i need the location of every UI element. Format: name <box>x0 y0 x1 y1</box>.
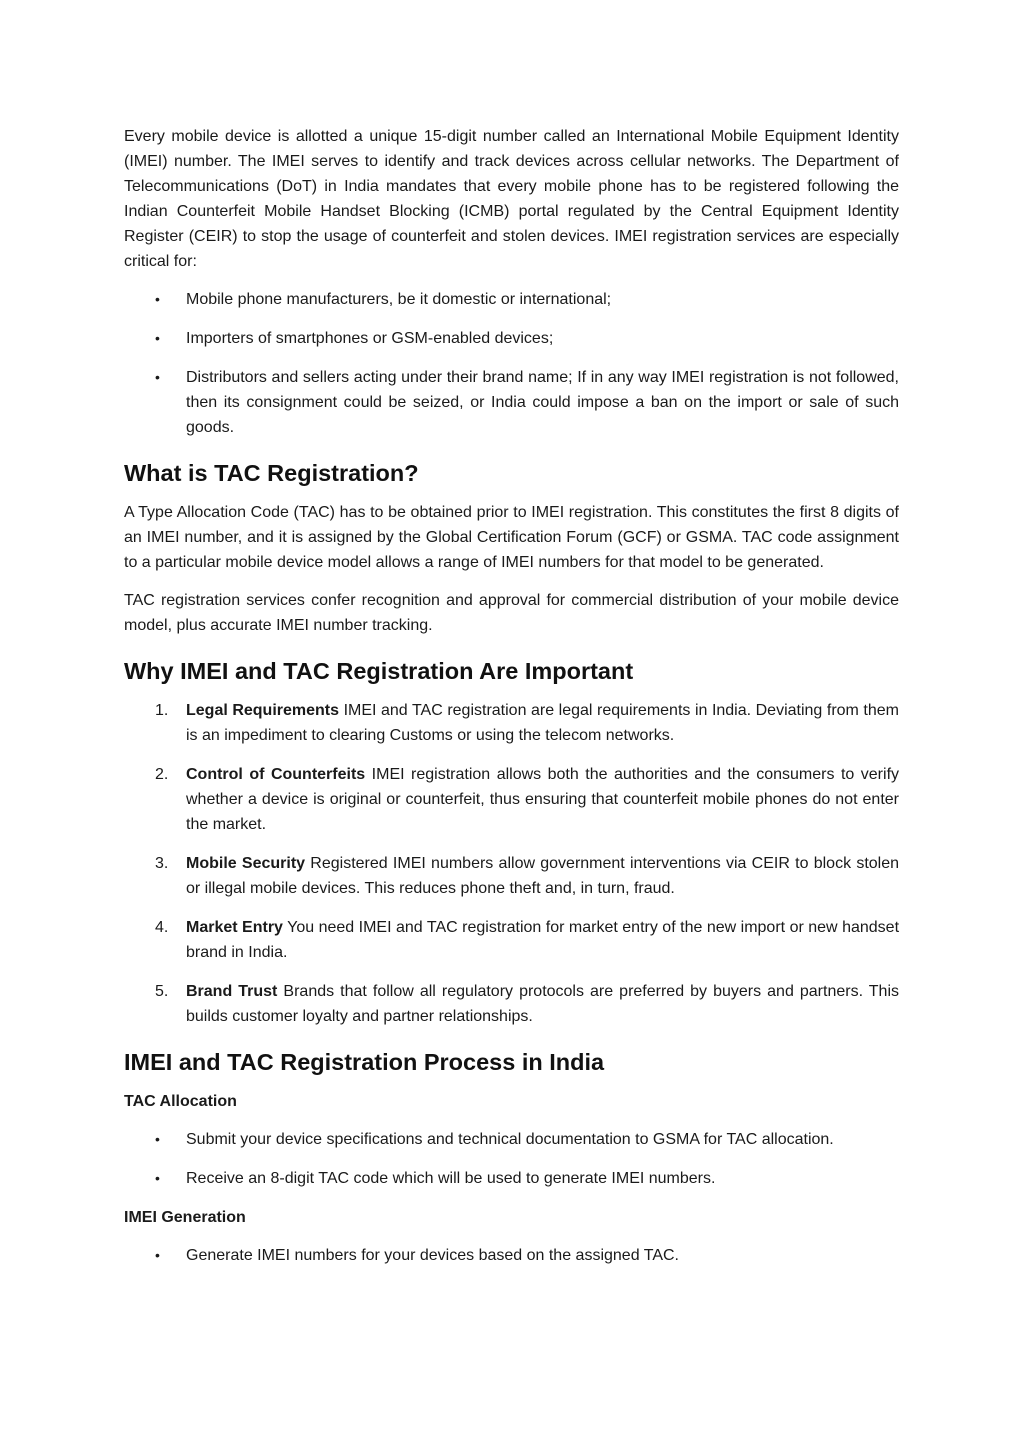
list-number: 3. <box>155 855 169 872</box>
process-heading: IMEI and TAC Registration Process in India <box>124 1049 605 1075</box>
bullet-icon: • <box>155 1170 160 1186</box>
list-item <box>124 365 899 440</box>
list-number: 5. <box>155 983 169 1000</box>
bullet-icon: • <box>155 1131 160 1147</box>
list-item-text: IMEI and TAC registration are legal requirements in India. Deviating from them is an impediment to clearing Customs or using the telecom networks. <box>186 702 899 744</box>
intro-bullet-list <box>124 287 899 440</box>
intro-paragraph: Every mobile device is allotted a unique 15-digit number called an International Mobile Equipment Identity (IMEI) number. The IMEI serves to identify and track devices across cellular networks. The Department of Telecommunications (DoT) in India mandates that every mobile phone has to be registered following the Indian Counterfeit Mobile Handset Blocking (ICMB) portal regulated by the Central Equipment Identity Register (CEIR) to stop the usage of counterfeit and stolen devices. IMEI registration services are especially critical for: <box>124 128 899 270</box>
list-item-title: Control of Counterfeits <box>186 766 366 783</box>
list-item-text: Registered IMEI numbers allow government interventions via CEIR to block stolen or illegal mobile devices. This reduces phone theft and, in turn, fraud. <box>186 855 900 897</box>
list-item <box>124 915 899 965</box>
list-item <box>124 851 899 901</box>
list-item <box>124 979 899 1029</box>
list-number: 1. <box>155 702 169 719</box>
list-item-text: Generate IMEI numbers for your devices based on the assigned TAC. <box>186 1247 679 1264</box>
imei-generation-list <box>124 1243 899 1268</box>
list-item-title: Brand Trust <box>186 983 278 1000</box>
tac-paragraph-2: TAC registration services confer recognition and approval for commercial distribution of your mobile device model, plus accurate IMEI number tracking. <box>124 592 899 634</box>
list-item-text: Brands that follow all regulatory protocols are preferred by buyers and partners. This builds customer loyalty and partner relationships. <box>186 983 899 1025</box>
list-item <box>124 1243 899 1268</box>
tac-heading: What is TAC Registration? <box>124 460 419 486</box>
list-item-text: IMEI registration allows both the authorities and the consumers to verify whether a device is original or counterfeit, thus ensuring that counterfeit mobile phones do not enter the market. <box>186 766 900 833</box>
list-item-text: Importers of smartphones or GSM-enabled devices; <box>186 330 554 347</box>
bullet-icon: • <box>155 291 160 307</box>
bullet-icon: • <box>155 369 160 385</box>
bullet-icon: • <box>155 1247 160 1263</box>
list-item <box>124 1166 899 1191</box>
list-item-title: Market Entry <box>186 919 283 936</box>
list-item <box>124 698 899 748</box>
list-item-text: Receive an 8-digit TAC code which will be used to generate IMEI numbers. <box>186 1170 716 1187</box>
list-item-text: Submit your device specifications and technical documentation to GSMA for TAC allocation. <box>186 1131 834 1148</box>
why-heading: Why IMEI and TAC Registration Are Important <box>124 658 634 684</box>
tac-paragraph-1: A Type Allocation Code (TAC) has to be obtained prior to IMEI registration. This constitutes the first 8 digits of an IMEI number, and it is assigned by the Global Certification Forum (GCF) or GSMA. TAC code assignment to a particular mobile device model allows a range of IMEI numbers for that model to be generated. <box>124 504 899 571</box>
list-number: 4. <box>155 919 169 936</box>
list-item <box>124 762 899 837</box>
list-item-title: Legal Requirements <box>186 702 340 719</box>
tac-allocation-subheading: TAC Allocation <box>124 1093 237 1110</box>
bullet-icon: • <box>155 330 160 346</box>
list-item <box>124 287 899 312</box>
list-item-text: Distributors and sellers acting under their brand name; If in any way IMEI registration is not followed, then its consignment could be seized, or India could impose a ban on the import or sale of such goods. <box>186 369 899 436</box>
list-item-text: You need IMEI and TAC registration for market entry of the new import or new handset brand in India. <box>186 919 900 961</box>
imei-generation-subheading: IMEI Generation <box>124 1209 246 1226</box>
list-item <box>124 326 899 351</box>
document-page <box>124 124 899 1282</box>
list-item-text: Mobile phone manufacturers, be it domestic or international; <box>186 291 612 308</box>
list-item <box>124 1127 899 1152</box>
why-numbered-list <box>124 698 899 1029</box>
tac-allocation-list <box>124 1127 899 1191</box>
list-item-title: Mobile Security <box>186 855 306 872</box>
list-number: 2. <box>155 766 169 783</box>
